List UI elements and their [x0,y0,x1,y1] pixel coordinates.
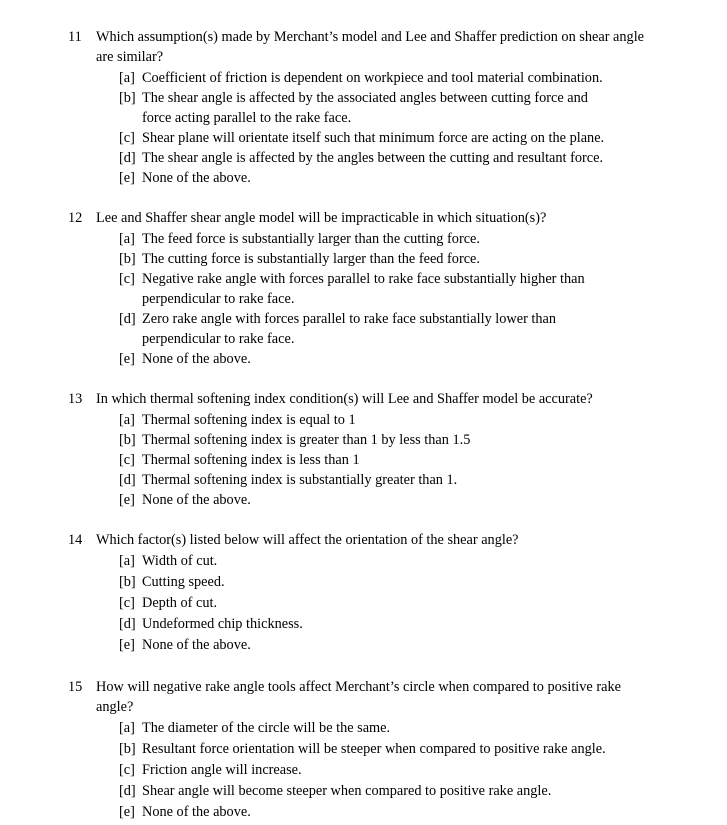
question-text: In which thermal softening index condition(s) will Lee and Shaffer model be accurate? [96,391,593,407]
option-label: [b] [119,432,136,448]
option-c [119,128,659,148]
option-a [119,410,659,430]
option-b [119,88,659,128]
question-number: 14 [68,532,83,548]
option-text: Thermal softening index is equal to 1 [142,412,356,428]
option-text: Friction angle will increase. [142,762,302,778]
option-text: Negative rake angle with forces parallel to rake face substantially higher than [142,271,585,287]
option-label: [c] [119,595,135,611]
option-text: Cutting speed. [142,574,225,590]
option-label: [b] [119,90,136,106]
option-e [119,349,659,369]
option-d [119,470,659,490]
option-text-continued: perpendicular to rake face. [142,331,295,347]
option-label: [d] [119,150,136,166]
option-text: None of the above. [142,637,251,653]
option-e [119,490,659,510]
option-b [119,249,659,269]
option-e [119,168,659,188]
option-label: [c] [119,452,135,468]
option-text-continued: force acting parallel to the rake face. [142,110,352,126]
option-a [119,68,659,88]
option-d [119,148,659,168]
question-text: Lee and Shaffer shear angle model will be impracticable in which situation(s)? [96,210,547,226]
option-text: Coefficient of friction is dependent on workpiece and tool material combination. [142,70,603,86]
option-label: [e] [119,637,135,653]
option-label: [a] [119,231,135,247]
option-text: None of the above. [142,351,251,367]
option-text: The feed force is substantially larger than the cutting force. [142,231,480,247]
option-label: [e] [119,492,135,508]
option-e [119,802,659,822]
option-text: Zero rake angle with forces parallel to rake face substantially lower than [142,311,557,327]
option-label: [d] [119,311,136,327]
option-b [119,739,659,759]
option-text: None of the above. [142,492,251,508]
option-text: The cutting force is substantially larger than the feed force. [142,251,480,267]
option-text: Thermal softening index is substantially greater than 1. [142,472,458,488]
option-e [119,635,659,655]
option-label: [b] [119,251,136,267]
option-c [119,593,659,613]
option-text: None of the above. [142,170,251,186]
option-text: Shear plane will orientate itself such that minimum force are acting on the plane. [142,130,605,146]
option-text: The diameter of the circle will be the same. [142,720,391,736]
option-text: Resultant force orientation will be steeper when compared to positive rake angle. [142,741,606,757]
option-d [119,309,659,349]
option-c [119,450,659,470]
option-text: The shear angle is affected by the angles between the cutting and resultant force. [142,150,604,166]
option-text: Depth of cut. [142,595,218,611]
option-d [119,781,659,801]
option-text-continued: perpendicular to rake face. [142,291,295,307]
question-number: 12 [68,210,83,226]
option-label: [b] [119,741,136,757]
question-number: 13 [68,391,83,407]
option-d [119,614,659,634]
option-a [119,718,659,738]
option-text: Thermal softening index is greater than 1 by less than 1.5 [142,432,471,448]
option-label: [d] [119,783,136,799]
option-text: The shear angle is affected by the associated angles between cutting force and [142,90,588,106]
option-label: [d] [119,616,136,632]
option-b [119,430,659,450]
option-label: [e] [119,170,135,186]
option-label: [a] [119,70,135,86]
option-a [119,551,659,571]
question-text: Which factor(s) listed below will affect the orientation of the shear angle? [96,532,519,548]
option-c [119,269,659,309]
option-text: Shear angle will become steeper when compared to positive rake angle. [142,783,552,799]
question-number: 11 [68,29,82,45]
option-a [119,229,659,249]
option-text: Thermal softening index is less than 1 [142,452,360,468]
option-c [119,760,659,780]
option-label: [a] [119,412,135,428]
option-label: [e] [119,351,135,367]
option-label: [c] [119,762,135,778]
question-text: Which assumption(s) made by Merchant’s model and Lee and Shaffer prediction on shear angle are similar? [96,29,645,65]
option-text: Width of cut. [142,553,218,569]
option-label: [a] [119,720,135,736]
question-text: How will negative rake angle tools affect Merchant’s circle when compared to positive rake angle? [96,679,621,715]
option-label: [c] [119,271,135,287]
option-label: [b] [119,574,136,590]
option-text: Undeformed chip thickness. [142,616,303,632]
option-label: [e] [119,804,135,820]
question-number: 15 [68,679,83,695]
option-label: [c] [119,130,135,146]
option-label: [d] [119,472,136,488]
option-b [119,572,659,592]
option-label: [a] [119,553,135,569]
option-text: None of the above. [142,804,251,820]
